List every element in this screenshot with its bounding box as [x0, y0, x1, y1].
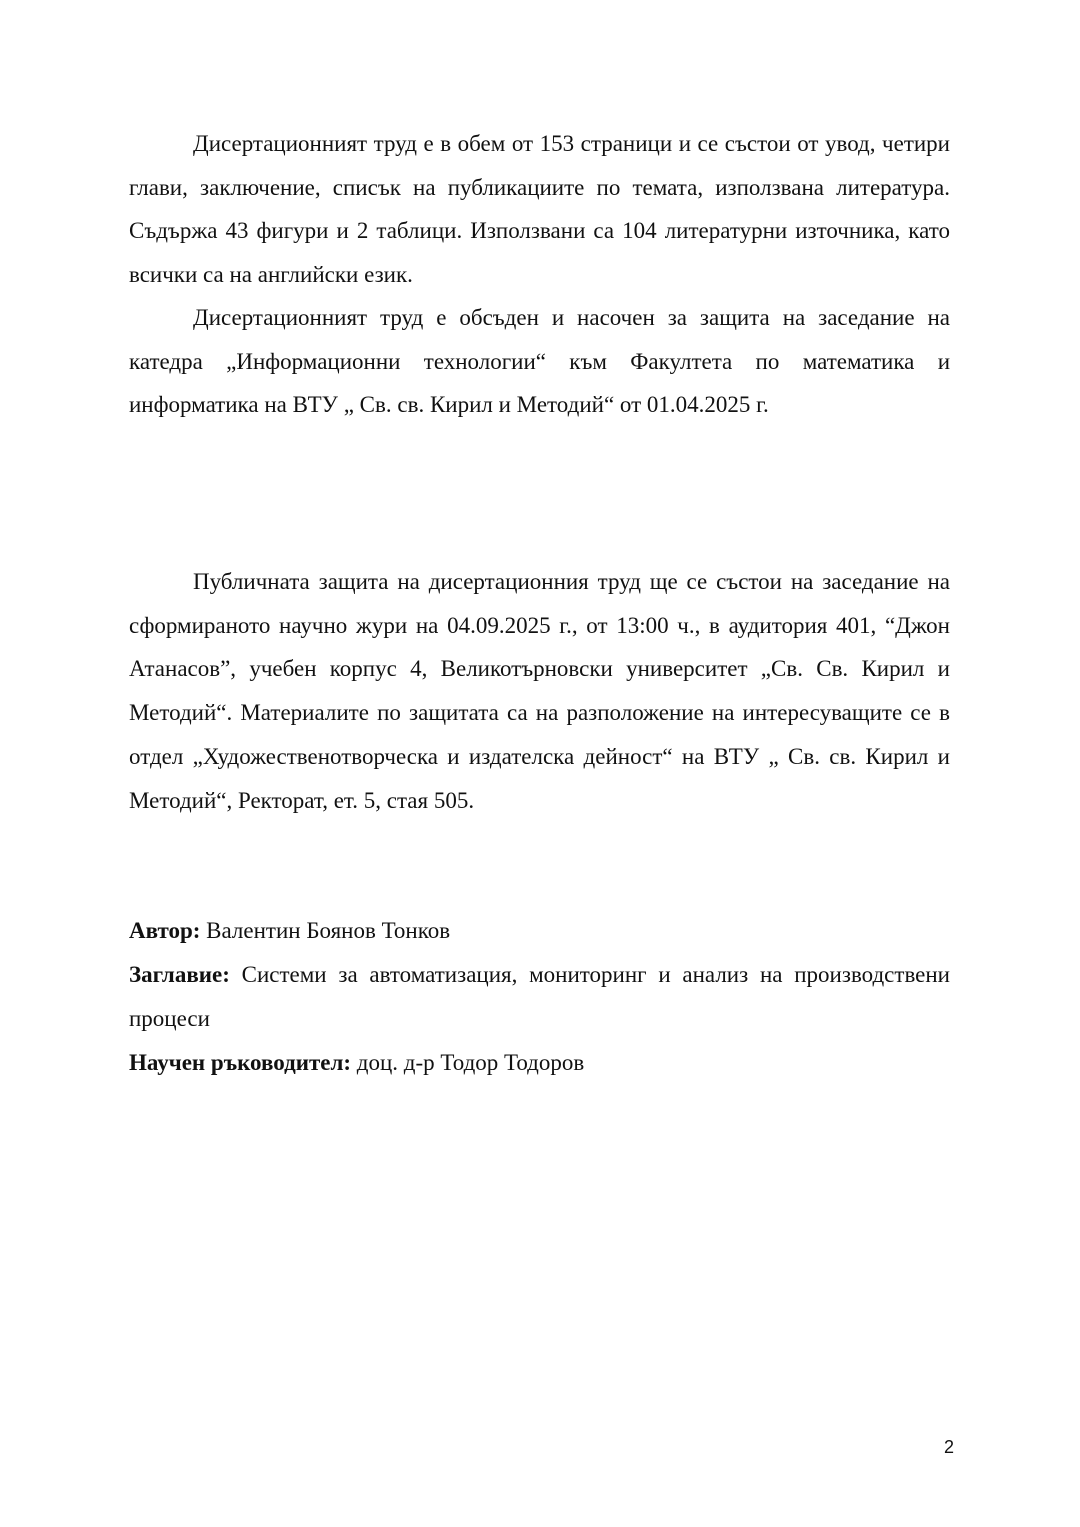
title-value: Системи за автоматизация, мониторинг и анализ на производствени процеси — [129, 962, 950, 1031]
supervisor-label: Научен ръководител: — [129, 1050, 352, 1075]
supervisor-value: доц. д-р Тодор Тодоров — [351, 1050, 585, 1075]
dissertation-discussion-paragraph: Дисертационният труд е обсъден и насочен за защита на заседание на катедра „Информационни технологии“ към Факултета по математика и информатика на ВТУ „ Св. св. Кирил и Методий“ от 01.04.2025 г. — [129, 305, 950, 418]
author-label: Автор: — [129, 918, 201, 943]
author-value: Валентин Боянов Тонков — [200, 918, 451, 943]
dissertation-volume-paragraph: Дисертационният труд е в обем от 153 страници и се състои от увод, четири глави, заключение, списък на публикациите по темата, използвана литература. Съдържа 43 фигури и 2 таблици. Използвани са 104 литературни източника, като всички са на английски език. — [129, 131, 950, 288]
title-label: Заглавие: — [129, 962, 230, 987]
public-defense-paragraph: Публичната защита на дисертационния труд ще се състои на заседание на сформираното научно жури на 04.09.2025 г., от 13:00 ч., в аудитория 401, “Джон Атанасов”, учебен корпус 4, Великотърновски университет „Св. Св. Кирил и Методий“. Материалите по защитата са на разположение на интересуващите се в отдел „Художественотворческа и издателска дейност“ на ВТУ „ Св. св. Кирил и Методий“, Ректорат, ет. 5, стая 505. — [129, 569, 950, 813]
author-line — [129, 909, 950, 953]
supervisor-line — [129, 1041, 950, 1085]
page-number: 2 — [943, 1437, 954, 1457]
title-line — [129, 953, 950, 1040]
